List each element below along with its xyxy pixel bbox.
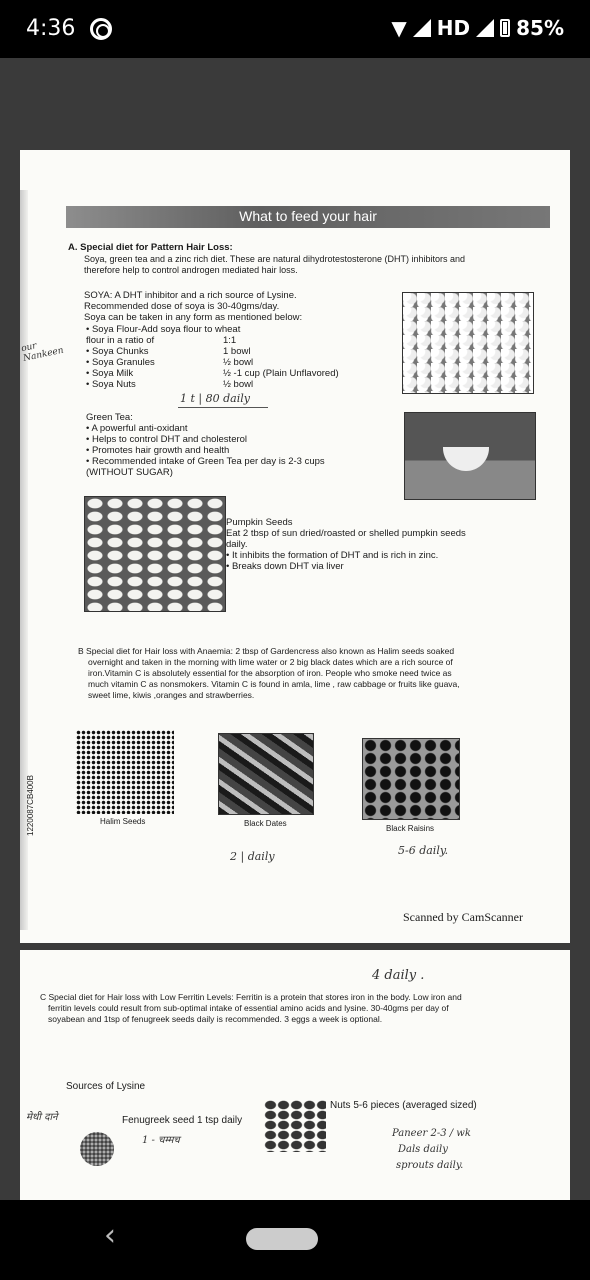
soya-heading: SOYA: A DHT inhibitor and a rich source of Lysine. (84, 290, 297, 301)
signal-icon-2 (476, 19, 494, 37)
soya-dose: Recommended dose of soya is 30-40gms/day. (84, 301, 280, 312)
section-a-title: A. Special diet for Pattern Hair Loss: (68, 242, 233, 253)
caption-raisins: Black Raisins (386, 824, 435, 833)
status-bar (0, 0, 590, 58)
battery-percent: 85% (516, 16, 564, 40)
header-band (66, 206, 550, 228)
green-tea-item: (WITHOUT SUGAR) (86, 467, 173, 478)
document-page-1[interactable] (20, 150, 570, 943)
soya-item-name: flour in a ratio of (86, 335, 155, 346)
section-a-intro-2: therefore help to control androgen mediated hair loss. (84, 265, 298, 275)
section-b-line: iron.Vitamin C is absolutely essential for the absorption of iron. People who smoke need twice as (88, 668, 452, 678)
fenugreek-text: Fenugreek seed 1 tsp daily (122, 1115, 243, 1126)
green-tea-item: • Recommended intake of Green Tea per day is 2-3 cups (86, 456, 325, 467)
navigation-bar (0, 1200, 590, 1280)
green-tea-item: • A powerful anti-oxidant (86, 423, 188, 434)
soya-item-name: • Soya Flour-Add soya flour to wheat (86, 324, 241, 335)
camscanner-notification-icon (90, 18, 112, 40)
signal-icon (413, 19, 431, 37)
soya-item-name: • Soya Milk (86, 368, 134, 379)
fenugreek-photo (80, 1132, 114, 1166)
soya-item-amount: 1 bowl (223, 346, 251, 357)
green-tea-heading: Green Tea: (86, 412, 133, 423)
section-c-line: soyabean and 1tsp of fenugreek seeds daily is recommended. 3 eggs a week is optional. (48, 1014, 383, 1024)
network-type-label: HD (436, 16, 471, 40)
green-tea-cup-photo (404, 412, 536, 500)
soya-item-name: • Soya Nuts (86, 379, 136, 390)
handwritten-4-daily: 4 daily . (372, 968, 425, 983)
pumpkin-line-2: daily. (226, 539, 248, 550)
caption-dates: Black Dates (244, 819, 287, 828)
home-pill-button[interactable] (246, 1228, 318, 1250)
black-dates-photo (218, 733, 314, 815)
halim-seeds-photo (76, 730, 174, 814)
document-page-2[interactable] (20, 950, 570, 1200)
black-raisins-photo (362, 738, 460, 820)
handwritten-underline (178, 407, 268, 408)
handwritten-dals: Dals daily (398, 1144, 448, 1155)
section-a-intro-1: Soya, green tea and a zinc rich diet. These are natural dihydrotestosterone (DHT) inhibitors and (84, 254, 466, 264)
section-b-line: B Special diet for Hair loss with Anaemia: 2 tbsp of Gardencress also known as Halim seeds soaked (78, 646, 455, 656)
status-indicators (391, 16, 564, 40)
nuts-photo (264, 1100, 326, 1152)
section-c-line: ferritin levels could result from sub-optimal intake of essential amino acids and lysine. 30-40gms per day of (48, 1003, 449, 1013)
handwritten-paneer: Paneer 2-3 / wk (392, 1128, 471, 1139)
soya-forms: Soya can be taken in any form as mentioned below: (84, 312, 303, 323)
soya-item-name: • Soya Chunks (86, 346, 149, 357)
pumpkin-seeds-photo (84, 496, 226, 612)
pumpkin-bullet-1: • It inhibits the formation of DHT and is rich in zinc. (226, 550, 439, 561)
camscanner-watermark: Scanned by CamScanner (403, 910, 523, 924)
section-b-line: overnight and taken in the morning with lime water or 2 big black dates which are a rich source of (88, 657, 453, 667)
document-viewer[interactable] (0, 58, 590, 1200)
section-b-line: much vitamin C as nonsmokers. Vitamin C is found in amla, lime , raw cabbage or fruits like guava, (88, 679, 460, 689)
tea-cup-shape (443, 447, 489, 471)
wifi-icon: ▼ (391, 16, 407, 40)
nuts-text: Nuts 5-6 pieces (averaged sized) (330, 1100, 477, 1111)
pumpkin-bullet-2: • Breaks down DHT via liver (226, 561, 344, 572)
caption-halim: Halim Seeds (100, 817, 146, 826)
handwritten-raisins-daily: 5-6 daily. (398, 844, 449, 857)
section-c-line: C Special diet for Hair loss with Low Ferritin Levels: Ferritin is a protein that stores iron in the body. Low iron and (40, 992, 462, 1002)
handwritten-soya-daily: 1 t | 80 daily (180, 392, 250, 405)
green-tea-item: • Promotes hair growth and health (86, 445, 230, 456)
page-title: What to feed your hair (239, 208, 377, 224)
pumpkin-line-1: Eat 2 tbsp of sun dried/roasted or shelled pumpkin seeds (226, 528, 466, 539)
pumpkin-heading: Pumpkin Seeds (226, 517, 293, 528)
handwritten-margin-methi: मेथी दाने (26, 1112, 58, 1123)
soya-item-amount: ½ bowl (223, 357, 254, 368)
green-tea-item: • Helps to control DHT and cholesterol (86, 434, 248, 445)
soybeans-photo (402, 292, 534, 394)
section-b-line: sweet lime, kiwis ,oranges and strawberries. (88, 690, 255, 700)
soya-item-amount: ½ bowl (223, 379, 254, 390)
soya-item-amount: ½ -1 cup (Plain Unflavored) (223, 368, 339, 379)
handwritten-dates-daily: 2 | daily (230, 850, 275, 863)
soya-item-amount: 1:1 (223, 335, 237, 346)
back-chevron-icon[interactable]: ‹ (104, 1218, 116, 1253)
side-code: 1220087CB400B (25, 775, 35, 836)
sources-of-lysine-title: Sources of Lysine (66, 1081, 146, 1092)
soya-item-name: • Soya Granules (86, 357, 155, 368)
battery-icon (500, 19, 510, 37)
handwritten-sprouts: sprouts daily. (396, 1160, 464, 1171)
handwritten-fenugreek-spoon: 1 - चम्मच (142, 1135, 180, 1146)
handwritten-margin-note: our Nankeen (20, 341, 65, 364)
status-time: 4:36 (26, 16, 76, 41)
